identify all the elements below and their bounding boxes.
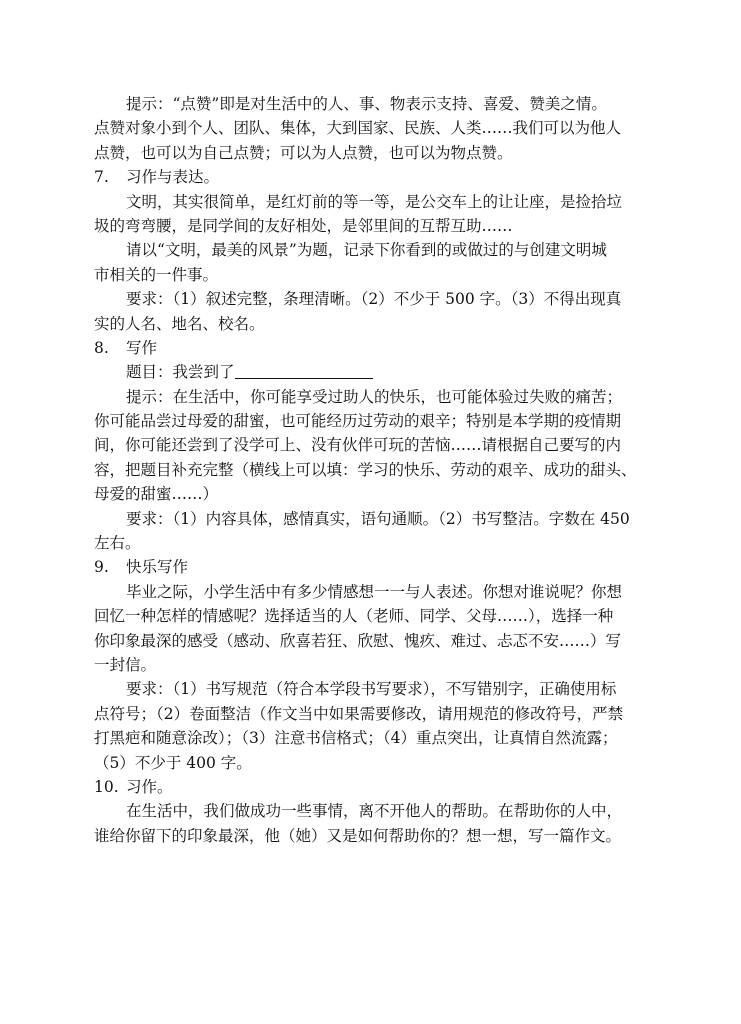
text: 你可能品尝过母爱的甜蜜，也可能经历过劳动的艰辛；特别是本学期的疫情期 <box>94 412 622 431</box>
q8-topic-line <box>94 360 654 384</box>
text: 圾的弯弯腰，是同学间的友好相处，是邻里间的互帮互助…… <box>94 216 513 235</box>
question-title: 习作。 <box>126 777 173 796</box>
text: 打黑疤和随意涂改）；（3）注意书信格式；（4）重点突出，让真情自然流露； <box>94 729 618 748</box>
q8-hint-line-4 <box>94 458 654 482</box>
q6-hint-line-1 <box>94 92 654 116</box>
question-title: 快乐写作 <box>126 558 189 577</box>
text: 提示：在生活中，你可能享受过助人的快乐，也可能体验过失败的痛苦； <box>126 387 623 406</box>
q9-text-line-3 <box>94 629 654 653</box>
q7-text-line-4 <box>94 263 654 287</box>
text: 点符号；（2）卷面整洁（作文当中如果需要修改，请用规范的修改符号，严禁 <box>94 704 624 723</box>
text: 文明，其实很简单，是红灯前的等一等，是公交车上的让让座，是捡拾垃 <box>126 192 623 211</box>
q9-heading <box>94 555 654 579</box>
text: 要求：（1）叙述完整，条理清晰。（2）不少于 500 字。（3）不得出现真 <box>126 290 622 309</box>
text: 母爱的甜蜜……） <box>94 485 219 504</box>
question-number: 8. <box>94 338 109 357</box>
q8-hint-line-3 <box>94 433 654 457</box>
question-title: 习作与表达。 <box>126 168 220 187</box>
q7-requirement-line-2 <box>94 312 654 336</box>
q7-text-line-2 <box>94 214 654 238</box>
text: 一封信。 <box>94 655 157 674</box>
q10-text-line-1 <box>94 799 654 823</box>
q9-text-line-1 <box>94 580 654 604</box>
text: 谁给你留下的印象最深，他（她）又是如何帮助你的？想一想，写一篇作文。 <box>94 826 622 845</box>
q7-heading <box>94 165 654 189</box>
question-number: 9. <box>94 558 109 577</box>
q9-requirement-line-4 <box>94 751 654 775</box>
fill-in-blank <box>235 362 373 379</box>
text: 容，把题目补充完整（横线上可以填：学习的快乐、劳动的艰辛、成功的甜头、 <box>94 460 637 479</box>
text: 回忆一种怎样的情感呢？选择适当的人（老师、同学、父母……），选择一种 <box>94 607 614 626</box>
q7-text-line-3 <box>94 238 654 262</box>
q8-requirement-line-1 <box>94 507 654 531</box>
text: 实的人名、地名、校名。 <box>94 314 265 333</box>
q9-text-line-2 <box>94 604 654 628</box>
q6-hint-line-3 <box>94 141 654 165</box>
q9-requirement-line-1 <box>94 677 654 701</box>
text: 间，你可能还尝到了没学可上、没有伙伴可玩的苦恼……请根据自己要写的内 <box>94 436 622 455</box>
q9-requirement-line-3 <box>94 726 654 750</box>
text: （5）不少于 400 字。 <box>94 753 252 772</box>
q9-text-line-4 <box>94 653 654 677</box>
text: 要求：（1）内容具体，感情真实，语句通顺。（2）书写整洁。字数在 450 <box>126 509 630 528</box>
q7-text-line-1 <box>94 190 654 214</box>
question-number: 10. <box>94 777 119 796</box>
text: 毕业之际，小学生活中有多少情感想一一与人表述。你想对谁说呢？你想 <box>126 582 623 601</box>
question-number: 7. <box>94 168 109 187</box>
q6-hint-line-2 <box>94 116 654 140</box>
text: 在生活中，我们做成功一些事情，离不开他人的帮助。在帮助你的人中， <box>126 802 623 821</box>
question-title: 写作 <box>126 338 158 357</box>
q8-requirement-line-2 <box>94 531 654 555</box>
text: 点赞对象小到个人、团队、集体，大到国家、民族、人类……我们可以为他人 <box>94 119 622 138</box>
text: 左右。 <box>94 534 141 553</box>
q8-hint-line-1 <box>94 385 654 409</box>
text: 你印象最深的感受（感动、欣喜若狂、欣慰、愧疚、难过、忐忑不安……）写 <box>94 631 622 650</box>
q8-hint-line-5 <box>94 482 654 506</box>
q7-requirement-line-1 <box>94 287 654 311</box>
q10-text-line-2 <box>94 824 654 848</box>
document-page <box>94 92 654 848</box>
q9-requirement-line-2 <box>94 702 654 726</box>
topic-text: 题目：我尝到了 <box>126 363 235 382</box>
text: 请以“文明，最美的风景”为题，记录下你看到的或做过的与创建文明城 <box>126 241 607 260</box>
q8-hint-line-2 <box>94 409 654 433</box>
q10-heading <box>94 775 654 799</box>
text: 市相关的一件事。 <box>94 265 219 284</box>
text: 点赞，也可以为自己点赞；可以为人点赞，也可以为物点赞。 <box>94 143 513 162</box>
text: 提示：“点赞”即是对生活中的人、事、物表示支持、喜爱、赞美之情。 <box>126 95 607 113</box>
text: 要求：（1）书写规范（符合本学段书写要求），不写错别字，正确使用标 <box>126 680 617 699</box>
q8-heading <box>94 336 654 360</box>
